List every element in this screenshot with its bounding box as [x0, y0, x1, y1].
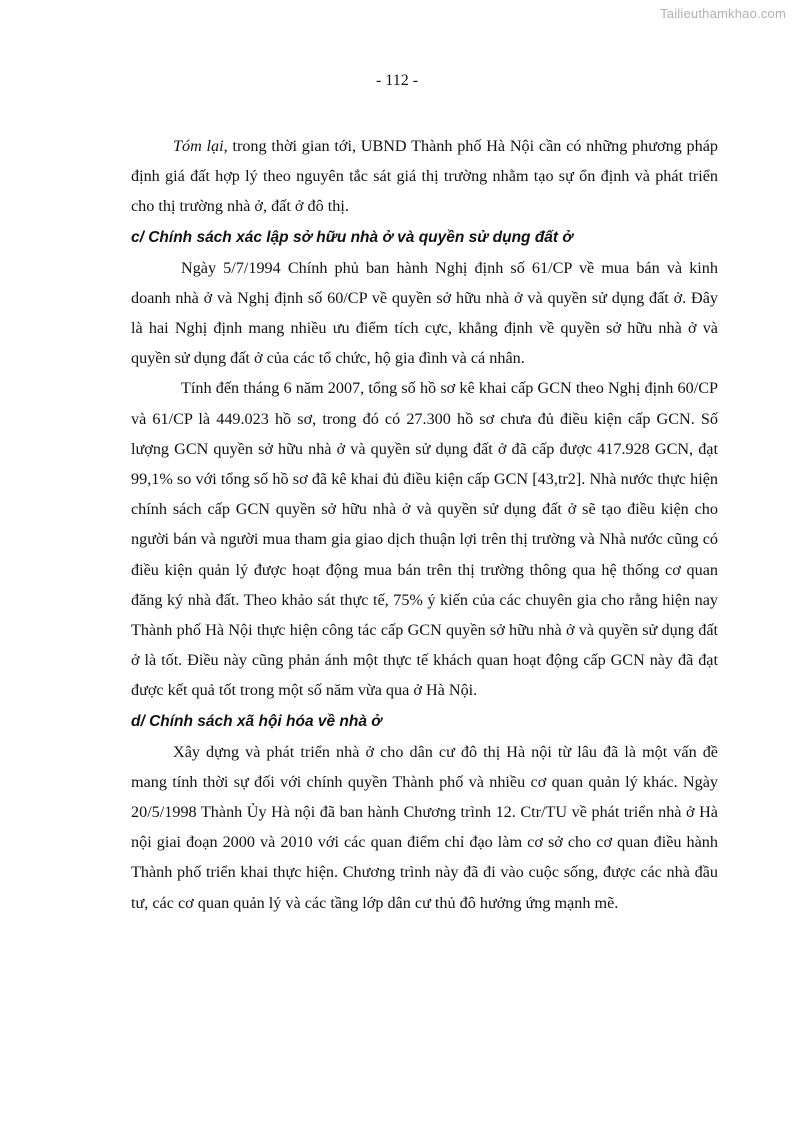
section-heading-d: d/ Chính sách xã hội hóa về nhà ở — [131, 712, 382, 730]
paragraph-statistics: Tính đến tháng 6 năm 2007, tổng số hồ sơ kê khai cấp GCN theo Nghị định 60/CP và 61/CP là 449.023 hồ sơ, trong đó có 27.300 hồ sơ chưa đủ điều kiện cấp GCN. Số lượng GCN quyền sở hữu nhà ở và quyền sử dụng đất ở đã cấp được 417.928 GCN, đạt 99,1% so với tổng số hồ sơ đã kê khai đủ điều kiện cấp GCN [43,tr2]. Nhà nước thực hiện chính sách cấp GCN quyền sở hữu nhà ở và quyền sử dụng đất ở sẽ tạo điều kiện cho người bán và người mua tham gia giao dịch thuận lợi trên thị trường và Nhà nước cũng có điều kiện quản lý được hoạt động mua bán trên thị trường thông qua hệ thống cơ quan đăng ký nhà đất. Theo khảo sát thực tế, 75% ý kiến của các chuyên gia cho rằng hiện nay Thành phố Hà Nội thực hiện công tác cấp GCN quyền sở hữu nhà ở và quyền sử dụng đất ở là tốt. Điều này cũng phản ánh một thực tế khách quan hoạt động cấp GCN này đã đạt được kết quả tốt trong một số năm vừa qua ở Hà Nội. — [131, 379, 718, 700]
page-number: - 112 - — [375, 72, 419, 89]
document-body — [131, 131, 718, 918]
paragraph-decree: Ngày 5/7/1994 Chính phủ ban hành Nghị định số 61/CP về mua bán và kinh doanh nhà ở và Nghị định số 60/CP về quyền sở hữu nhà ở và quyền sử dụng đất ở. Đây là hai Nghị định mang nhiều ưu điểm tích cực, khẳng định về quyền sở hữu nhà ở và quyền sử dụng đất ở của các tổ chức, hộ gia đình và cá nhân. — [131, 258, 718, 368]
paragraph-socialization: Xây dựng và phát triển nhà ở cho dân cư đô thị Hà nội từ lâu đã là một vấn đề mang tính thời sự đối với chính quyền Thành phố và nhiều cơ quan quản lý khác. Ngày 20/5/1998 Thành Ủy Hà nội đã ban hành Chương trình 12. Ctr/TU về phát triển nhà ở Hà nội giai đoạn 2000 và 2010 với các quan điểm chỉ đạo làm cơ sở cho cơ quan điều hành Thành phố triển khai thực hiện. Chương trình này đã đi vào cuộc sống, được các nhà đầu tư, các cơ quan quản lý và các tầng lớp dân cư thủ đô hưởng ứng mạnh mẽ. — [131, 742, 718, 912]
paragraph-summary-text: trong thời gian tới, UBND Thành phố Hà Nội cần có những phương pháp định giá đất hợp lý theo nguyên tắc sát giá thị trường nhằm tạo sự ổn định và phát triển cho thị trường nhà ở, đất ở đô thị. — [131, 137, 718, 216]
paragraph-summary — [131, 131, 718, 222]
paragraph-summary-lead: Tóm lại, — [173, 137, 228, 155]
section-heading-c: c/ Chính sách xác lập sở hữu nhà ở và quyền sử dụng đất ở — [131, 228, 573, 246]
watermark-text: Tailieuthamkhao.com — [660, 6, 786, 21]
